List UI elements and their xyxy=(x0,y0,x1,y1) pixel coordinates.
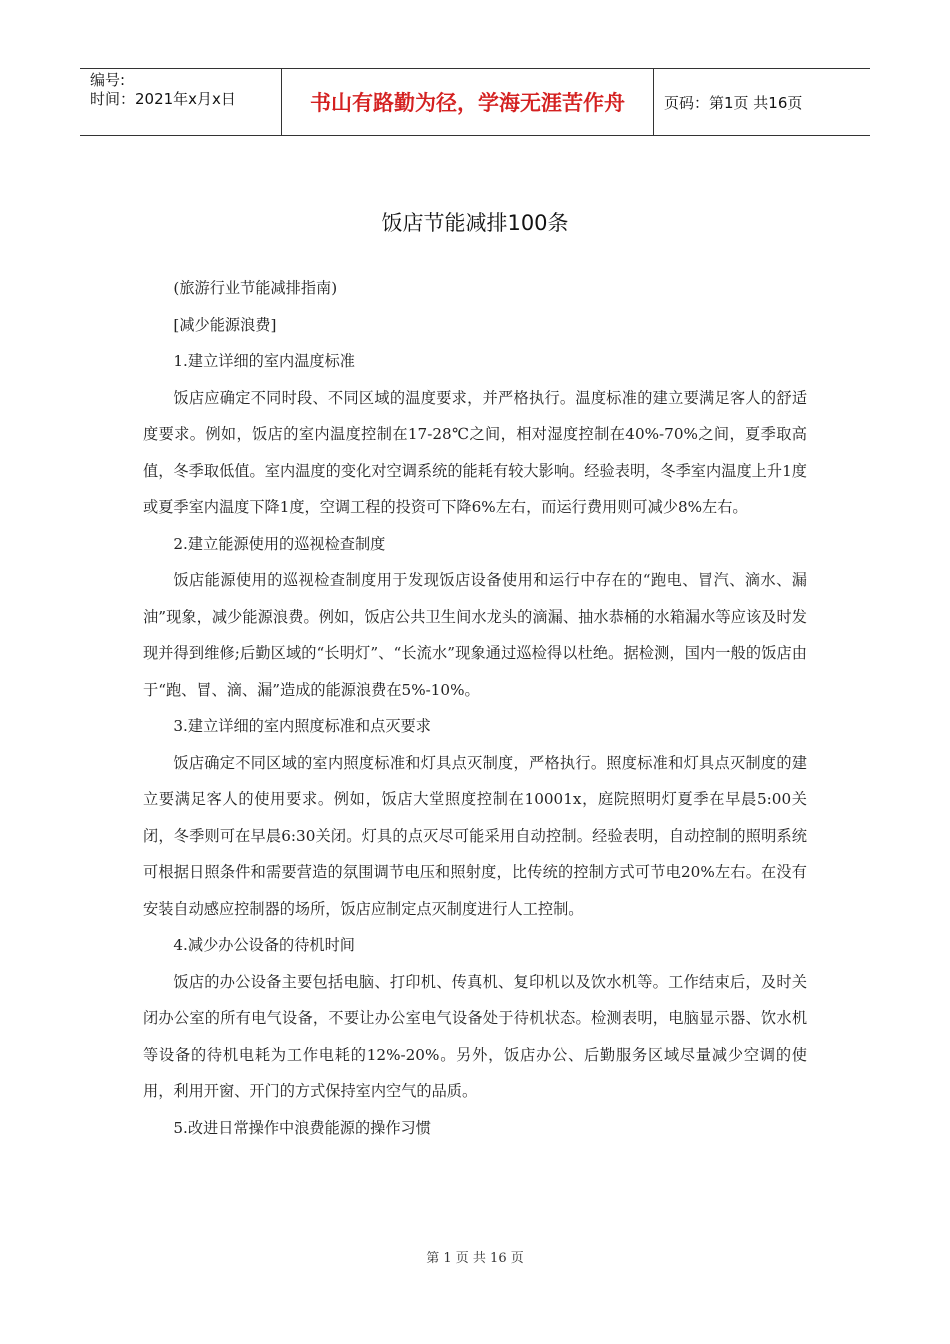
section-heading: [减少能源浪费] xyxy=(173,315,277,334)
header-page-info: 页码：第1页 共16页 xyxy=(664,93,803,112)
body-paragraph: 饭店确定不同区域的室内照度标准和灯具点灭制度，严格执行。照度标准和灯具点灭制度的建立要满足客人的使用要求。例如，饭店大堂照度控制在10001x，庭院照明灯夏季在早晨5:00关闭，冬季则可在早晨6:30关闭。灯具的点灭尽可能采用自动控制。经验表明，自动控制的照明系统可根据日照条件和需要营造的氛围调节电压和照射度，比传统的控制方式可节电20%左右。在没有安装自动感应控制器的场所，饭店应制定点灭制度进行人工控制。 xyxy=(143,753,807,918)
document-time-label: 时间：2021年x月x日 xyxy=(90,90,236,108)
header-motto: 书山有路勤为径，学海无涯苦作舟 xyxy=(282,69,654,135)
document-title: 饭店节能减排100条 xyxy=(381,211,569,235)
body-paragraph: 饭店的办公设备主要包括电脑、打印机、传真机、复印机以及饮水机等。工作结束后，及时关闭办公室的所有电气设备，不要让办公室电气设备处于待机状态。检测表明，电脑显示器、饮水机等设备的待机电耗为工作电耗的12%-20%。另外，饭店办公、后勤服务区域尽量减少空调的使用，利用开窗、开门的方式保持室内空气的品质。 xyxy=(143,972,807,1100)
document-body xyxy=(143,270,807,1146)
page-header xyxy=(80,68,870,136)
item-heading: 1.建立详细的室内温度标准 xyxy=(173,352,355,370)
item-heading: 2.建立能源使用的巡视检查制度 xyxy=(173,534,386,553)
page-footer: 第 1 页 共 16 页 xyxy=(426,1251,524,1266)
document-number-label: 编号: xyxy=(90,71,126,89)
item-heading: 4.减少办公设备的待机时间 xyxy=(173,936,355,954)
item-heading: 3.建立详细的室内照度标准和点灭要求 xyxy=(173,717,431,735)
body-paragraph: (旅游行业节能减排指南) xyxy=(173,279,338,297)
body-paragraph: 饭店应确定不同时段、不同区域的温度要求，并严格执行。温度标准的建立要满足客人的舒适度要求。例如，饭店的室内温度控制在17-28℃之间，相对湿度控制在40%-70%之间，夏季取高值，冬季取低值。室内温度的变化对空调系统的能耗有较大影响。经验表明，冬季室内温度上升1度或夏季室内温度下降1度，空调工程的投资可下降6%左右，而运行费用则可减少8%左右。 xyxy=(143,388,807,516)
header-meta xyxy=(80,69,282,135)
item-heading: 5.改进日常操作中浪费能源的操作习惯 xyxy=(173,1118,431,1137)
body-paragraph: 饭店能源使用的巡视检查制度用于发现饭店设备使用和运行中存在的“跑电、冒汽、滴水、漏油”现象，减少能源浪费。例如，饭店公共卫生间水龙头的滴漏、抽水恭桶的水箱漏水等应该及时发现并得到维修;后勤区域的“长明灯”、“长流水”现象通过巡检得以杜绝。据检测，国内一般的饭店由于“跑、冒、滴、漏”造成的能源浪费在5%-10%。 xyxy=(143,571,807,699)
